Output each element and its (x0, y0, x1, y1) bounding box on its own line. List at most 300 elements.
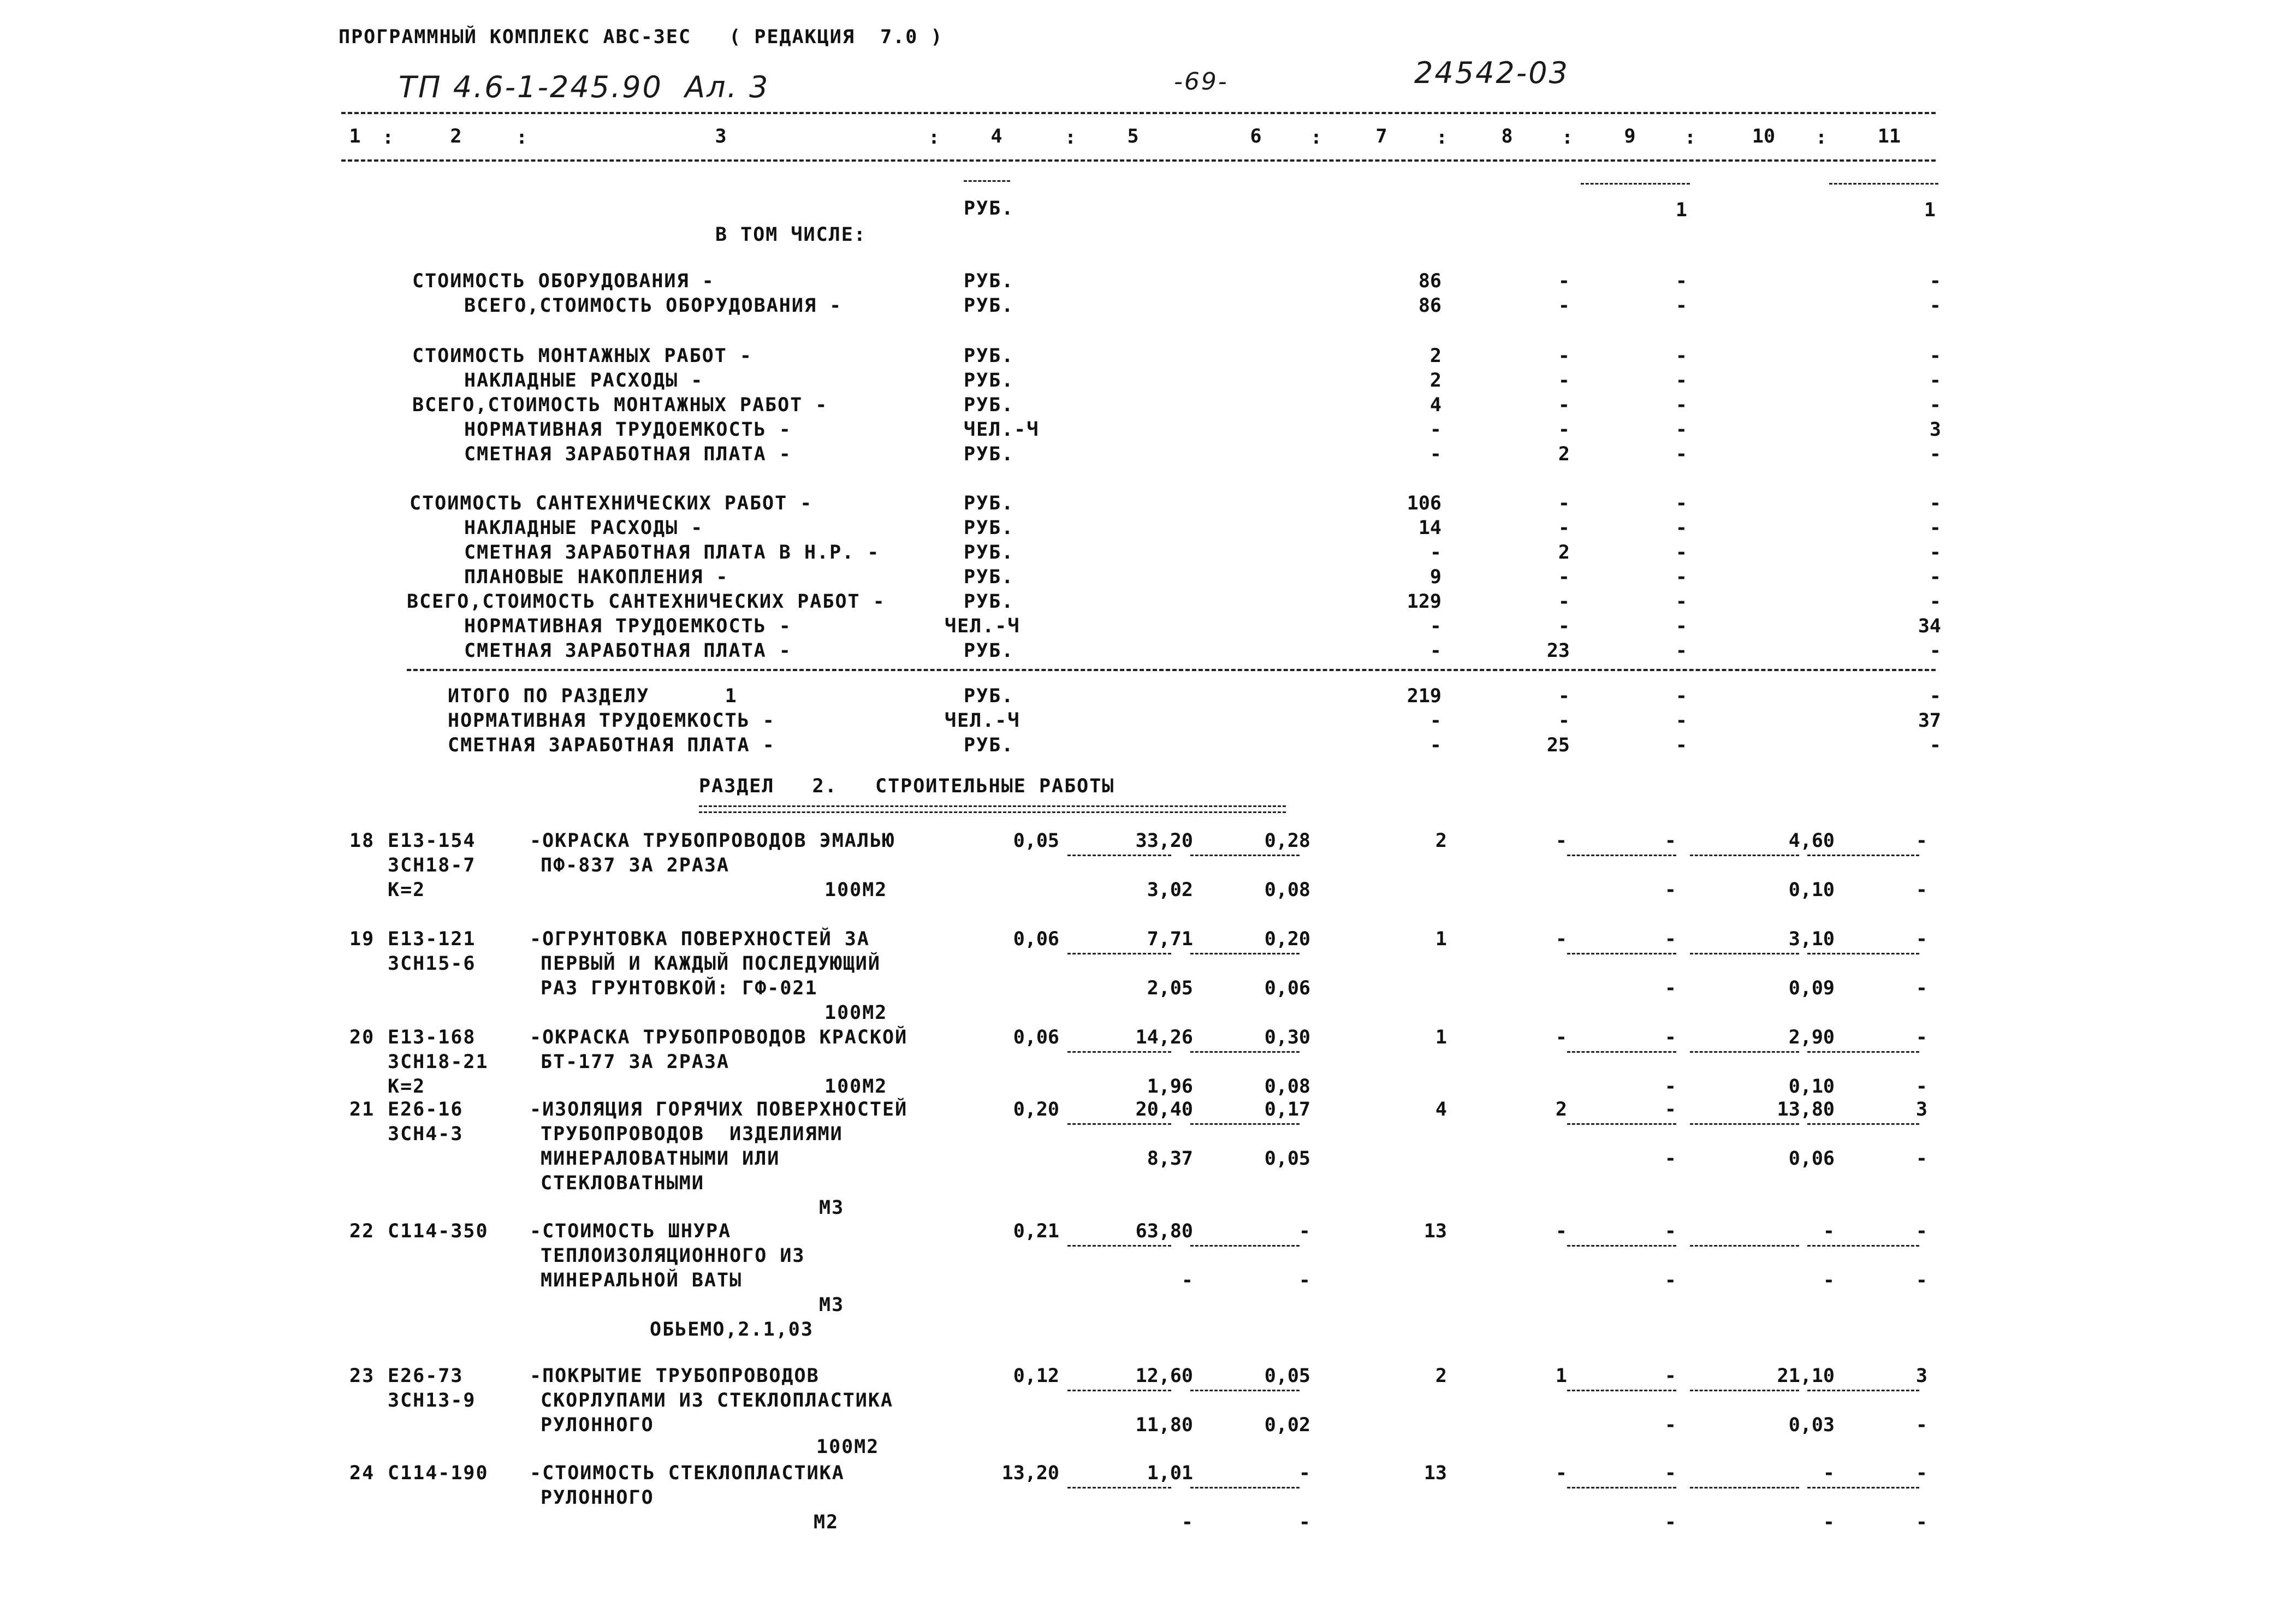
item-value-c9: - (1664, 1462, 1676, 1484)
item-code2: 3СН4-3 (388, 1123, 464, 1145)
item-sep (1807, 1245, 1919, 1247)
summary-label: НАКЛАДНЫЕ РАСХОДЫ - (464, 370, 704, 392)
item-subvalue-c10: 0,10 (1788, 879, 1835, 901)
summary-value-c11: 37 (1918, 710, 1941, 732)
item-description-line: БТ-177 ЗА 2РАЗА (541, 1051, 730, 1073)
summary-value-c11: - (1929, 640, 1941, 662)
item-value-c8: 1 (1555, 1365, 1567, 1387)
item-code2: 3СН13-9 (388, 1390, 476, 1412)
item-value-c9: - (1664, 830, 1676, 852)
item-value-c10: 3,10 (1788, 928, 1835, 950)
item-code: С114-350 (388, 1220, 489, 1242)
col-9: 9 (1624, 126, 1636, 147)
item-subvalue-c5: 8,37 (1147, 1148, 1193, 1170)
item-description-line: МИНЕРАЛЬНОЙ ВАТЫ (541, 1270, 743, 1291)
item-subvalue-c9: - (1664, 977, 1676, 999)
item-code3: К=2 (388, 1076, 426, 1098)
item-subvalue-c10: 0,06 (1788, 1148, 1835, 1170)
summary-value-c8: - (1558, 710, 1570, 732)
item-subvalue-c10: 0,10 (1788, 1076, 1835, 1098)
item-description-line: -ПОКРЫТИЕ ТРУБОПРОВОДОВ (530, 1365, 820, 1387)
item-subvalue-c5: 2,05 (1147, 977, 1193, 999)
item-subvalue-c11: - (1915, 1414, 1927, 1436)
item-subvalue-c11: - (1915, 1270, 1927, 1291)
item-unit: 100М2 (816, 1436, 880, 1458)
summary-value-c11: - (1929, 394, 1941, 416)
item-subvalue-c5: - (1181, 1511, 1193, 1533)
item-description-line: ТЕПЛОИЗОЛЯЦИОННОГО ИЗ (541, 1245, 805, 1267)
section2-title-underline (699, 805, 1286, 813)
summary-value-c9: - (1675, 370, 1687, 392)
summary-value-c8: - (1558, 394, 1570, 416)
item-sep (1067, 1245, 1171, 1247)
item-sep (1690, 1051, 1799, 1053)
summary-value-c9: - (1675, 566, 1687, 588)
col-7: 7 (1375, 126, 1387, 147)
item-subvalue-c9: - (1664, 1270, 1676, 1291)
item-value-c5: 33,20 (1135, 830, 1193, 852)
col11-underline (1829, 183, 1938, 185)
item-value-c11: - (1915, 1462, 1927, 1484)
item-value-c4: 0,21 (1013, 1220, 1059, 1242)
item-subvalue-c10: 0,03 (1788, 1414, 1835, 1436)
item-value-c9: - (1664, 1099, 1676, 1120)
item-sep (1690, 1390, 1799, 1391)
item-subvalue-c5: 3,02 (1147, 879, 1193, 901)
summary-unit: РУБ. (964, 443, 1014, 465)
summary-value-c7: - (1429, 710, 1441, 732)
item-sep (1567, 1245, 1676, 1247)
col-sep: : (1562, 127, 1574, 149)
col-6: 6 (1250, 126, 1262, 147)
item-unit: 100М2 (824, 1002, 888, 1024)
summary-value-c7: - (1429, 443, 1441, 465)
item-subvalue-c6: 0,02 (1264, 1414, 1310, 1436)
item-value-c11: 3 (1915, 1099, 1927, 1120)
col-11: 11 (1877, 126, 1901, 147)
summary-value-c9: - (1675, 270, 1687, 292)
page-number: -69- (1174, 68, 1229, 96)
item-subvalue-c9: - (1664, 1148, 1676, 1170)
item-description-line: ПФ-837 ЗА 2РАЗА (541, 855, 730, 876)
summary-unit: РУБ. (964, 734, 1014, 756)
item-value-c6: 0,30 (1264, 1027, 1310, 1048)
item-value-c7: 1 (1435, 928, 1447, 950)
summary-unit: РУБ. (964, 640, 1014, 662)
col-sep: : (1436, 127, 1448, 149)
item-sep (1190, 855, 1300, 856)
item-value-c5: 14,26 (1135, 1027, 1193, 1048)
item-description-line: РУЛОННОГО (541, 1487, 654, 1509)
item-sep (1067, 1390, 1171, 1391)
summary-value-c8: 25 (1546, 734, 1570, 756)
summary-unit: ЧЕЛ.-Ч (964, 419, 1040, 441)
summary-value-c7: 2 (1429, 370, 1441, 392)
summary-unit: РУБ. (964, 542, 1014, 564)
summary-unit: РУБ. (964, 295, 1014, 317)
item-subvalue-c5: 11,80 (1135, 1414, 1193, 1436)
header-top-rule (341, 112, 1936, 114)
summary-label: СМЕТНАЯ ЗАРАБОТНАЯ ПЛАТА В Н.Р. - (464, 542, 880, 564)
summary-label: ВСЕГО,СТОИМОСТЬ САНТЕХНИЧЕСКИХ РАБОТ - (407, 591, 886, 613)
unit-label: РУБ. (964, 198, 1014, 220)
item-description-line: -СТОИМОСТЬ СТЕКЛОПЛАСТИКА (530, 1462, 845, 1484)
item-value-c6: - (1298, 1462, 1310, 1484)
summary-unit: РУБ. (964, 394, 1014, 416)
item-value-c7: 1 (1435, 1027, 1447, 1048)
item-unit: 100М2 (824, 1076, 888, 1098)
summary-value-c11: - (1929, 270, 1941, 292)
item-value-c10: - (1823, 1462, 1835, 1484)
total-col11: 1 (1924, 199, 1936, 221)
summary-value-c8: - (1558, 270, 1570, 292)
item-code: Е13-154 (388, 830, 476, 852)
summary-value-c7: 86 (1418, 295, 1441, 317)
item-value-c6: - (1298, 1220, 1310, 1242)
summary-value-c9: - (1675, 517, 1687, 539)
summary-unit: РУБ. (964, 493, 1014, 514)
item-number: 24 (349, 1462, 375, 1484)
item-code: Е13-168 (388, 1027, 476, 1048)
summary-value-c8: - (1558, 493, 1570, 514)
item-value-c4: 0,20 (1013, 1099, 1059, 1120)
summary-unit: РУБ. (964, 370, 1014, 392)
summary-value-c8: - (1558, 517, 1570, 539)
item-subvalue-c11: - (1915, 1076, 1927, 1098)
summary-value-c9: - (1675, 394, 1687, 416)
section1-total-rule (407, 669, 1936, 671)
item-subvalue-c6: 0,06 (1264, 977, 1310, 999)
summary-unit: РУБ. (964, 685, 1014, 707)
summary-label: СМЕТНАЯ ЗАРАБОТНАЯ ПЛАТА - (448, 734, 775, 756)
item-subvalue-c10: 0,09 (1788, 977, 1835, 999)
item-subvalue-c10: - (1823, 1270, 1835, 1291)
item-code2: 3СН15-6 (388, 953, 476, 975)
summary-value-c8: - (1558, 685, 1570, 707)
summary-value-c9: - (1675, 345, 1687, 367)
summary-label: ВСЕГО,СТОИМОСТЬ ОБОРУДОВАНИЯ - (464, 295, 843, 317)
summary-value-c11: - (1929, 542, 1941, 564)
item-value-c10: 13,80 (1777, 1099, 1835, 1120)
item-code: С114-190 (388, 1462, 489, 1484)
v-tom-chisle-heading: В ТОМ ЧИСЛЕ: (715, 224, 867, 246)
header-bottom-rule (341, 159, 1936, 162)
summary-label: ИТОГО ПО РАЗДЕЛУ 1 (448, 685, 738, 707)
item-description-line: -ОКРАСКА ТРУБОПРОВОДОВ ЭМАЛЬЮ (530, 830, 895, 852)
col-sep: : (1816, 127, 1828, 149)
item-subvalue-c6: 0,08 (1264, 879, 1310, 901)
item-value-c11: 3 (1915, 1365, 1927, 1387)
item-description-line: -СТОИМОСТЬ ШНУРА (530, 1220, 732, 1242)
item-value-c7: 4 (1435, 1099, 1447, 1120)
summary-value-c8: 23 (1546, 640, 1570, 662)
item-number: 20 (349, 1027, 375, 1048)
summary-value-c11: - (1929, 443, 1941, 465)
summary-value-c11: - (1929, 591, 1941, 613)
item-sep (1190, 1051, 1300, 1053)
item-value-c10: 4,60 (1788, 830, 1835, 852)
item-sep (1807, 1487, 1919, 1488)
summary-unit: РУБ. (964, 591, 1014, 613)
item-sep (1190, 953, 1300, 954)
item-description-line: РУЛОННОГО (541, 1414, 654, 1436)
item-code3: К=2 (388, 879, 426, 901)
summary-value-c7: 2 (1429, 345, 1441, 367)
item-subvalue-c10: - (1823, 1511, 1835, 1533)
item-value-c7: 13 (1423, 1462, 1447, 1484)
item-value-c11: - (1915, 1220, 1927, 1242)
item-value-c11: - (1915, 1027, 1927, 1048)
summary-value-c9: - (1675, 640, 1687, 662)
summary-value-c7: - (1429, 640, 1441, 662)
item-sep (1567, 1123, 1676, 1125)
item-value-c6: 0,28 (1264, 830, 1310, 852)
item-code2: 3СН18-21 (388, 1051, 489, 1073)
item-sep (1190, 1245, 1300, 1247)
summary-value-c8: - (1558, 566, 1570, 588)
item-subvalue-c5: - (1181, 1270, 1193, 1291)
summary-value-c9: - (1675, 493, 1687, 514)
item-value-c9: - (1664, 1365, 1676, 1387)
summary-value-c7: 129 (1407, 591, 1441, 613)
item-number: 18 (349, 830, 375, 852)
summary-value-c7: 219 (1407, 685, 1441, 707)
summary-value-c11: - (1929, 685, 1941, 707)
item-value-c5: 1,01 (1147, 1462, 1193, 1484)
item-value-c8: - (1555, 1462, 1567, 1484)
summary-unit: РУБ. (964, 566, 1014, 588)
summary-value-c11: - (1929, 345, 1941, 367)
item-sep (1190, 1390, 1300, 1391)
item-unit: М2 (814, 1511, 839, 1533)
item-subvalue-c6: 0,08 (1264, 1076, 1310, 1098)
summary-value-c9: - (1675, 685, 1687, 707)
item-sep (1690, 855, 1799, 856)
item-value-c6: 0,20 (1264, 928, 1310, 950)
col-3: 3 (715, 126, 727, 147)
item-code: Е26-73 (388, 1365, 464, 1387)
col-5: 5 (1127, 126, 1139, 147)
item-description-line: РАЗ ГРУНТОВКОЙ: ГФ-021 (541, 977, 818, 999)
item-sep (1690, 1245, 1799, 1247)
item-value-c9: - (1664, 928, 1676, 950)
item-unit: М3 (819, 1294, 845, 1316)
item-subvalue-c9: - (1664, 1414, 1676, 1436)
col-sep: : (1310, 127, 1322, 149)
item-sep (1807, 1123, 1919, 1125)
item-sep (1067, 953, 1171, 954)
item-code: Е13-121 (388, 928, 476, 950)
item-unit: М3 (819, 1197, 845, 1219)
item-sep (1807, 855, 1919, 856)
item-value-c7: 13 (1423, 1220, 1447, 1242)
program-title: ПРОГРАММНЫЙ КОМПЛЕКС АВС-3ЕС ( РЕДАКЦИЯ 7.0 ) (339, 26, 944, 48)
item-sep (1567, 953, 1676, 954)
item-sep (1807, 1051, 1919, 1053)
col-sep: : (516, 127, 528, 149)
item-value-c9: - (1664, 1027, 1676, 1048)
summary-label: ВСЕГО,СТОИМОСТЬ МОНТАЖНЫХ РАБОТ - (412, 394, 828, 416)
item-description-line: МИНЕРАЛОВАТНЫМИ ИЛИ (541, 1148, 780, 1170)
item-value-c8: - (1555, 928, 1567, 950)
item-value-c10: - (1823, 1220, 1835, 1242)
summary-label: СМЕТНАЯ ЗАРАБОТНАЯ ПЛАТА - (464, 640, 792, 662)
item-number: 19 (349, 928, 375, 950)
summary-value-c11: 3 (1929, 419, 1941, 441)
summary-value-c8: - (1558, 615, 1570, 637)
item-code: Е26-16 (388, 1099, 464, 1120)
col-sep: : (382, 127, 394, 149)
summary-label: НАКЛАДНЫЕ РАСХОДЫ - (464, 517, 704, 539)
summary-value-c7: - (1429, 419, 1441, 441)
summary-value-c9: - (1675, 542, 1687, 564)
col9-underline (1581, 183, 1690, 185)
item-subvalue-c11: - (1915, 879, 1927, 901)
item-unit: 100М2 (824, 879, 888, 901)
col-8: 8 (1501, 126, 1513, 147)
item-sep (1690, 953, 1799, 954)
summary-value-c9: - (1675, 591, 1687, 613)
item-sep (1190, 1487, 1300, 1488)
summary-unit: РУБ. (964, 270, 1014, 292)
document-code: ТП 4.6-1-245.90 Ал. 3 (399, 70, 770, 104)
summary-value-c8: - (1558, 295, 1570, 317)
item-subvalue-c11: - (1915, 1511, 1927, 1533)
summary-unit: ЧЕЛ.-Ч (945, 710, 1021, 732)
section2-title: РАЗДЕЛ 2. СТРОИТЕЛЬНЫЕ РАБОТЫ (699, 775, 1115, 797)
item-value-c5: 12,60 (1135, 1365, 1193, 1387)
item-value-c8: - (1555, 1220, 1567, 1242)
item-value-c11: - (1915, 830, 1927, 852)
item-description-line: -ОГРУНТОВКА ПОВЕРХНОСТЕЙ ЗА (530, 928, 870, 950)
summary-unit: РУБ. (964, 345, 1014, 367)
summary-value-c8: - (1558, 345, 1570, 367)
item-subvalue-c9: - (1664, 879, 1676, 901)
item-description-line: СКОРЛУПАМИ ИЗ СТЕКЛОПЛАСТИКА (541, 1390, 894, 1412)
item-description-line: -ИЗОЛЯЦИЯ ГОРЯЧИХ ПОВЕРХНОСТЕЙ (530, 1099, 908, 1120)
summary-value-c9: - (1675, 615, 1687, 637)
col-4: 4 (990, 126, 1002, 147)
item-value-c4: 0,06 (1013, 1027, 1059, 1048)
summary-value-c7: 106 (1407, 493, 1441, 514)
item-sep (1690, 1123, 1799, 1125)
document-number: 24542-03 (1414, 56, 1569, 90)
item-subvalue-c6: 0,05 (1264, 1148, 1310, 1170)
summary-value-c8: 2 (1558, 443, 1570, 465)
total-col9: 1 (1675, 199, 1687, 221)
summary-value-c11: 34 (1918, 615, 1941, 637)
item-value-c8: - (1555, 1027, 1567, 1048)
item-value-c5: 7,71 (1147, 928, 1193, 950)
col-2: 2 (450, 126, 462, 147)
item-description-line: ПЕРВЫЙ И КАЖДЫЙ ПОСЛЕДУЮЩИЙ (541, 953, 881, 975)
item-subvalue-c11: - (1915, 1148, 1927, 1170)
unit-underline (964, 180, 1010, 182)
item-sep (1567, 855, 1676, 856)
summary-value-c9: - (1675, 710, 1687, 732)
summary-value-c9: - (1675, 734, 1687, 756)
item-subvalue-c6: - (1298, 1270, 1310, 1291)
summary-label: СТОИМОСТЬ ОБОРУДОВАНИЯ - (412, 270, 715, 292)
col-10: 10 (1752, 126, 1776, 147)
summary-label: ПЛАНОВЫЕ НАКОПЛЕНИЯ - (464, 566, 729, 588)
summary-label: СТОИМОСТЬ МОНТАЖНЫХ РАБОТ - (412, 345, 752, 367)
item-value-c5: 63,80 (1135, 1220, 1193, 1242)
item-number: 21 (349, 1099, 375, 1120)
summary-value-c8: - (1558, 370, 1570, 392)
item-subvalue-c11: - (1915, 977, 1927, 999)
summary-value-c8: - (1558, 419, 1570, 441)
item-value-c8: - (1555, 830, 1567, 852)
summary-unit: РУБ. (964, 517, 1014, 539)
summary-unit: ЧЕЛ.-Ч (945, 615, 1021, 637)
item-number: 23 (349, 1365, 375, 1387)
item-value-c9: - (1664, 1220, 1676, 1242)
summary-value-c9: - (1675, 419, 1687, 441)
item-value-c4: 13,20 (1001, 1462, 1059, 1484)
item-sep (1567, 1051, 1676, 1053)
item-sep (1190, 1123, 1300, 1125)
summary-value-c11: - (1929, 493, 1941, 514)
item-extra: ОБЬЕМО,2.1,03 (650, 1319, 814, 1341)
item-description-line: ТРУБОПРОВОДОВ ИЗДЕЛИЯМИ (541, 1123, 843, 1145)
item-number: 22 (349, 1220, 375, 1242)
summary-value-c9: - (1675, 295, 1687, 317)
summary-value-c7: - (1429, 734, 1441, 756)
item-sep (1067, 1487, 1171, 1488)
item-description-line: -ОКРАСКА ТРУБОПРОВОДОВ КРАСКОЙ (530, 1027, 908, 1048)
item-sep (1567, 1487, 1676, 1488)
summary-value-c7: - (1429, 615, 1441, 637)
summary-value-c7: 14 (1418, 517, 1441, 539)
item-value-c6: 0,05 (1264, 1365, 1310, 1387)
item-subvalue-c9: - (1664, 1076, 1676, 1098)
summary-value-c8: - (1558, 591, 1570, 613)
item-code2: 3СН18-7 (388, 855, 476, 876)
item-value-c11: - (1915, 928, 1927, 950)
item-subvalue-c6: - (1298, 1511, 1310, 1533)
summary-value-c7: - (1429, 542, 1441, 564)
summary-value-c9: - (1675, 443, 1687, 465)
summary-value-c7: 86 (1418, 270, 1441, 292)
summary-value-c11: - (1929, 370, 1941, 392)
col-sep: : (928, 127, 940, 149)
item-value-c4: 0,12 (1013, 1365, 1059, 1387)
item-sep (1690, 1487, 1799, 1488)
item-value-c8: 2 (1555, 1099, 1567, 1120)
item-value-c4: 0,06 (1013, 928, 1059, 950)
item-sep (1067, 1051, 1171, 1053)
item-subvalue-c5: 1,96 (1147, 1076, 1193, 1098)
col-sep: : (1065, 127, 1077, 149)
summary-label: НОРМАТИВНАЯ ТРУДОЕМКОСТЬ - (464, 615, 792, 637)
item-sep (1067, 855, 1171, 856)
item-value-c5: 20,40 (1135, 1099, 1193, 1120)
summary-value-c7: 4 (1429, 394, 1441, 416)
item-sep (1567, 1390, 1676, 1391)
item-value-c7: 2 (1435, 830, 1447, 852)
summary-value-c11: - (1929, 517, 1941, 539)
item-subvalue-c9: - (1664, 1511, 1676, 1533)
item-value-c7: 2 (1435, 1365, 1447, 1387)
summary-label: НОРМАТИВНАЯ ТРУДОЕМКОСТЬ - (464, 419, 792, 441)
summary-value-c11: - (1929, 295, 1941, 317)
item-value-c6: 0,17 (1264, 1099, 1310, 1120)
summary-label: СМЕТНАЯ ЗАРАБОТНАЯ ПЛАТА - (464, 443, 792, 465)
summary-value-c11: - (1929, 734, 1941, 756)
summary-label: НОРМАТИВНАЯ ТРУДОЕМКОСТЬ - (448, 710, 775, 732)
item-sep (1807, 1390, 1919, 1391)
